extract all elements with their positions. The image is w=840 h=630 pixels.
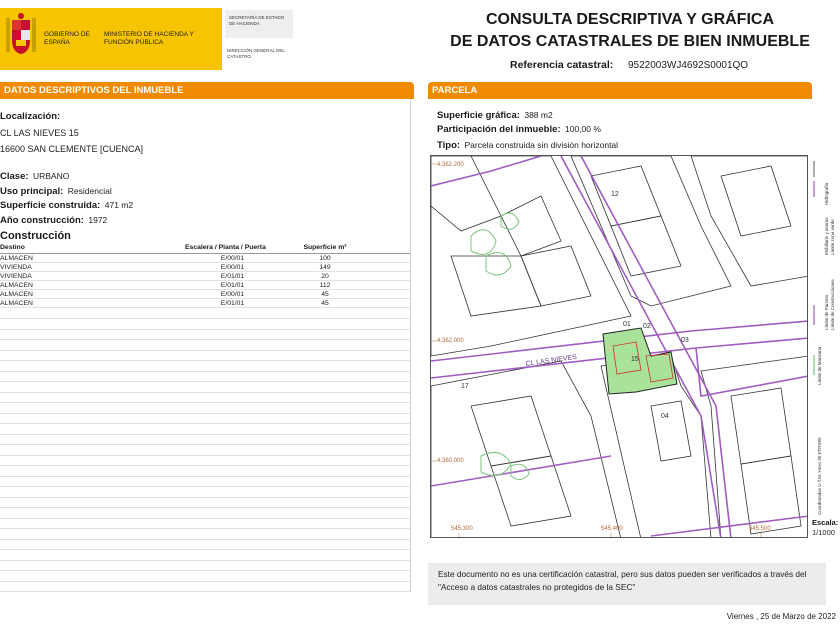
anio-row bbox=[0, 210, 107, 228]
col-destino: Destino bbox=[0, 243, 185, 254]
empty-row-line bbox=[0, 392, 410, 393]
empty-row-line bbox=[0, 539, 410, 540]
cell-destino: ALMACEN bbox=[0, 254, 185, 263]
map-drawing bbox=[431, 156, 808, 538]
cell-superficie: 45 bbox=[280, 290, 370, 299]
legend-item: Mobiliario y aceras bbox=[824, 217, 829, 255]
localizacion-label: Localización: bbox=[0, 111, 61, 122]
empty-row-line bbox=[0, 497, 410, 498]
anio-value: 1972 bbox=[88, 215, 108, 225]
tipo-label: Tipo: bbox=[437, 140, 461, 151]
table-row bbox=[0, 263, 410, 272]
escala-label: Escala: bbox=[812, 518, 839, 527]
title-line-1: CONSULTA DESCRIPTIVA Y GRÁFICA bbox=[485, 11, 774, 28]
title-line-2: DE DATOS CATASTRALES DE BIEN INMUEBLE bbox=[450, 33, 810, 50]
cell-spacer bbox=[370, 254, 410, 263]
empty-row-line bbox=[0, 329, 410, 330]
tipo-row bbox=[437, 135, 618, 153]
empty-row-line bbox=[0, 507, 410, 508]
construccion-title: Construcción bbox=[0, 230, 71, 242]
empty-row-line bbox=[0, 518, 410, 519]
legend-item: Límite de Manzana bbox=[817, 346, 822, 385]
map-y-label: 4.362.200 bbox=[437, 162, 464, 168]
map-y-label: 4.362.000 bbox=[437, 338, 464, 344]
sup-grafica-value: 388 m2 bbox=[524, 110, 553, 120]
empty-row-line bbox=[0, 528, 410, 529]
table-header-row bbox=[0, 243, 410, 254]
cell-superficie: 112 bbox=[280, 281, 370, 290]
cell-destino: VIVIENDA bbox=[0, 272, 185, 281]
empty-row-line bbox=[0, 444, 410, 445]
col-escalera: Escalera / Planta / Puerta bbox=[185, 243, 280, 254]
section-bar-parcela: PARCELA bbox=[428, 82, 812, 99]
secretaria-text: SECRETARÍA DE ESTADO DE HACIENDA bbox=[225, 10, 293, 38]
direccion-text: DIRECCIÓN GENERAL DEL CATASTRO bbox=[227, 48, 285, 59]
cell-spacer bbox=[370, 263, 410, 272]
participacion-value: 100,00 % bbox=[564, 124, 601, 134]
empty-row-line bbox=[0, 455, 410, 456]
map-x-label: 545.500 bbox=[749, 526, 771, 532]
table-row bbox=[0, 299, 410, 308]
ref-value: 9522003WJ4692S0001QO bbox=[628, 60, 749, 71]
parcel-number: 03 bbox=[681, 337, 689, 344]
empty-row-line bbox=[0, 413, 410, 414]
cell-destino: ALMACEN bbox=[0, 290, 185, 299]
cell-escalera: E/00/01 bbox=[185, 254, 280, 263]
legend-item: Hidrografía bbox=[824, 182, 829, 205]
map-y-label: 4.360.000 bbox=[437, 458, 464, 464]
clase-label: Clase: bbox=[0, 171, 29, 182]
empty-row-line bbox=[0, 423, 410, 424]
col-spacer bbox=[370, 243, 410, 254]
map-x-label: 545.400 bbox=[601, 526, 623, 532]
empty-row-line bbox=[0, 486, 410, 487]
empty-row-line bbox=[0, 476, 410, 477]
parcel-number: 12 bbox=[611, 191, 619, 198]
legend-drawing bbox=[808, 155, 838, 518]
empty-row-line bbox=[0, 402, 410, 403]
empty-row-line bbox=[0, 350, 410, 351]
gobierno-text: GOBIERNO DE ESPAÑA bbox=[44, 31, 90, 46]
document-date: Viernes , 25 de Marzo de 2022 bbox=[726, 612, 836, 621]
legend-item: Límite zona verde bbox=[830, 219, 835, 255]
empty-row-line bbox=[0, 318, 410, 319]
parcel-number: 17 bbox=[461, 383, 469, 390]
empty-row-line bbox=[0, 339, 410, 340]
street-label: CL LAS NIEVES bbox=[525, 353, 578, 368]
cell-escalera: E/00/01 bbox=[185, 263, 280, 272]
cell-superficie: 149 bbox=[280, 263, 370, 272]
empty-row-line bbox=[0, 434, 410, 435]
empty-row-line bbox=[0, 549, 410, 550]
legend-item: Límite de Parcela bbox=[824, 294, 829, 330]
cell-superficie: 100 bbox=[280, 254, 370, 263]
cell-escalera: E/01/01 bbox=[185, 281, 280, 290]
cell-superficie: 20 bbox=[280, 272, 370, 281]
legend-coord-note: Coordenadas U.T.M. Huso 30 ETRS89 bbox=[817, 437, 822, 515]
empty-row-line bbox=[0, 560, 410, 561]
parcel-number: 01 bbox=[623, 321, 631, 328]
uso-value: Residencial bbox=[67, 186, 112, 196]
cell-destino: ALMACEN bbox=[0, 299, 185, 308]
col-superficie: Superficie m² bbox=[280, 243, 370, 254]
empty-row-line bbox=[0, 570, 410, 571]
escala-value: 1/1000 bbox=[812, 528, 835, 537]
empty-row-line bbox=[0, 581, 410, 582]
empty-row-line bbox=[0, 360, 410, 361]
table-row bbox=[0, 272, 410, 281]
cadastral-map[interactable] bbox=[430, 155, 808, 538]
ref-label: Referencia catastral: bbox=[510, 59, 614, 71]
parcel-number: 15 bbox=[631, 356, 639, 363]
table-row bbox=[0, 254, 410, 263]
cell-escalera: E/00/01 bbox=[185, 290, 280, 299]
cell-escalera: E/01/01 bbox=[185, 272, 280, 281]
map-legend bbox=[808, 155, 838, 518]
empty-row-line bbox=[0, 591, 410, 592]
empty-row-line bbox=[0, 381, 410, 382]
superficie-value: 471 m2 bbox=[104, 200, 134, 210]
table-row bbox=[0, 290, 410, 299]
map-x-label: 545.300 bbox=[451, 526, 473, 532]
empty-row-line bbox=[0, 371, 410, 372]
disclaimer-note: Este documento no es una certificación catastral, pero sus datos pueden ser verificados a través del "Acceso a datos catastrales no protegidos de la SEC" bbox=[428, 563, 826, 605]
section-bar-descriptive: DATOS DESCRIPTIVOS DEL INMUEBLE bbox=[0, 82, 414, 99]
sup-grafica-label: Superficie gráfica: bbox=[437, 110, 520, 121]
empty-row-line bbox=[0, 465, 410, 466]
coat-of-arms-icon bbox=[4, 12, 38, 58]
legend-item: Límite de Construcciones bbox=[830, 279, 835, 330]
cell-superficie: 45 bbox=[280, 299, 370, 308]
cell-destino: VIVIENDA bbox=[0, 263, 185, 272]
address-line-2: 16600 SAN CLEMENTE [CUENCA] bbox=[0, 144, 144, 154]
parcel-number: 02 bbox=[643, 323, 651, 330]
cell-escalera: E/01/01 bbox=[185, 299, 280, 308]
cell-spacer bbox=[370, 299, 410, 308]
anio-label: Año construcción: bbox=[0, 215, 84, 226]
cell-destino: ALMACEN bbox=[0, 281, 185, 290]
participacion-label: Participación del inmueble: bbox=[437, 124, 561, 135]
construccion-table bbox=[0, 243, 410, 308]
ministerio-text: MINISTERIO DE HACIENDA Y FUNCIÓN PÚBLICA bbox=[104, 31, 194, 46]
cell-spacer bbox=[370, 290, 410, 299]
table-row bbox=[0, 281, 410, 290]
uso-label: Uso principal: bbox=[0, 186, 64, 197]
superficie-label: Superficie construida: bbox=[0, 200, 101, 211]
cell-spacer bbox=[370, 272, 410, 281]
address-line-1: CL LAS NIEVES 15 bbox=[0, 128, 79, 138]
document-title bbox=[430, 9, 830, 53]
tipo-value: Parcela construida sin división horizontal bbox=[464, 140, 619, 150]
cell-spacer bbox=[370, 281, 410, 290]
parcel-number: 04 bbox=[661, 413, 669, 420]
clase-value: URBANO bbox=[32, 171, 70, 181]
